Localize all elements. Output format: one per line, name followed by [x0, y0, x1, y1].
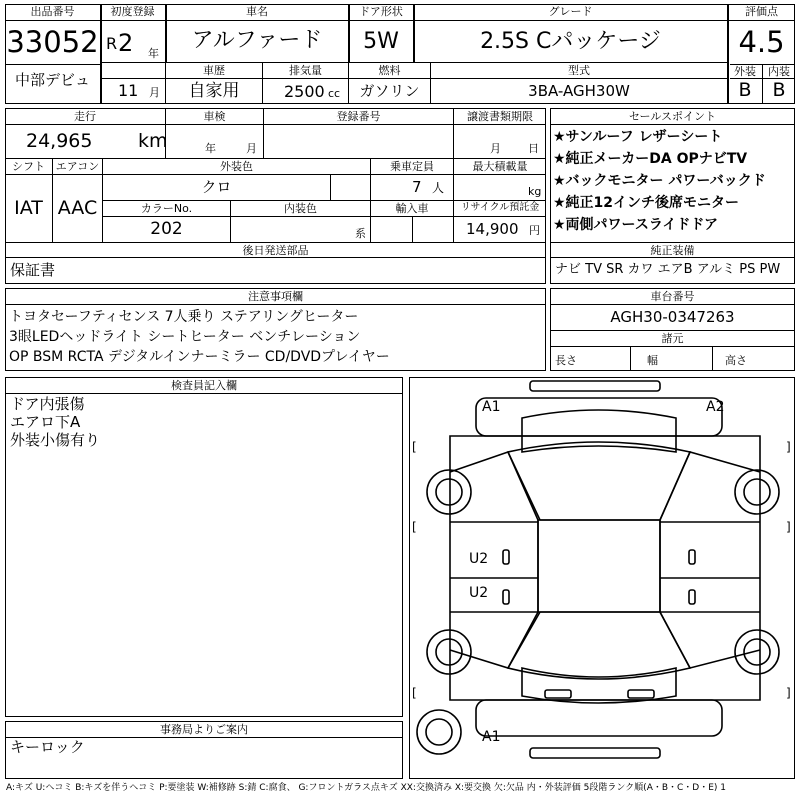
color-no-label: カラーNo.	[140, 202, 193, 215]
debut-label: 中部デビュ	[14, 71, 90, 89]
bracket-mark: [	[412, 686, 417, 700]
damage-mark: A2	[706, 399, 725, 415]
grade-label: グレード	[548, 5, 593, 18]
transfer-day-unit: 日	[528, 142, 539, 155]
interior-grade: B	[772, 79, 786, 101]
notes-line: OP BSM RCTA デジタルインナーミラー CD/DVDプレイヤー	[9, 349, 390, 365]
lot-number: 33052	[6, 25, 99, 59]
inspection-month-unit: 月	[246, 142, 257, 155]
inspector-note: エアロ下A	[10, 413, 81, 431]
ac-value: AAC	[57, 197, 98, 219]
sales-point: ★純正12インチ後席モニター	[553, 195, 740, 211]
capacity-value: 7	[412, 178, 422, 196]
inspector-note: ドア内張傷	[10, 395, 85, 413]
inspection-year-unit: 年	[205, 142, 216, 155]
reg-month: 11	[118, 81, 139, 100]
inspector-title: 検査員記入欄	[171, 379, 237, 392]
month-unit: 月	[149, 86, 160, 99]
recycle-value: 14,900	[466, 220, 519, 238]
recycle-unit: 円	[529, 224, 540, 237]
later-parts-label: 後日発送部品	[242, 244, 309, 257]
bracket-mark: ]	[786, 520, 791, 534]
sales-point: ★サンルーフ レザーシート	[553, 129, 723, 145]
office-value: キーロック	[10, 738, 85, 756]
score-label: 評価点	[745, 5, 778, 18]
chassis-number: AGH30-0347263	[610, 308, 735, 326]
load-unit: kg	[528, 185, 542, 198]
bracket-mark: ]	[786, 686, 791, 700]
bracket-mark: [	[412, 440, 417, 454]
sales-point: ★バックモニター パワーバックド	[553, 173, 766, 189]
damage-mark: A1	[482, 399, 501, 415]
notes-line: 3眼LEDヘッドライト シートヒーター ベンチレーション	[9, 329, 361, 345]
door-value: 5W	[363, 29, 399, 54]
load-label: 最大積載量	[472, 160, 528, 173]
color-label: 外装色	[220, 160, 253, 173]
lot-divider	[5, 64, 100, 65]
displacement-label: 排気量	[289, 64, 322, 77]
interior-color-label: 内装色	[284, 202, 317, 215]
exterior-label: 外装	[734, 65, 756, 78]
history-label: 車歴	[203, 64, 225, 77]
dims-label: 諸元	[661, 332, 684, 345]
equipment-label: 純正装備	[650, 244, 695, 257]
fuel-value: ガソリン	[359, 82, 420, 100]
mileage-value: 24,965	[26, 130, 93, 152]
displacement-unit: cc	[328, 87, 341, 100]
capacity-label: 乗車定員	[390, 160, 434, 173]
chassis-title: 車台番号	[650, 290, 695, 303]
recycle-label: リサイクル預託金	[460, 202, 540, 213]
displacement-value: 2500	[284, 82, 325, 101]
import-label: 輸入車	[395, 202, 429, 215]
equipment-value: ナビ TV SR カワ エアB アルミ PS PW	[555, 262, 781, 277]
capacity-unit: 人	[432, 181, 445, 195]
interior-label: 内装	[768, 65, 790, 78]
bracket-mark: [	[412, 520, 417, 534]
shift-value: IAT	[14, 197, 43, 219]
sales-point: ★純正メーカーDA OPナビTV	[553, 151, 748, 167]
era: R	[106, 34, 118, 53]
transfer-month-unit: 月	[490, 142, 501, 155]
ac-label: エアコン	[55, 160, 100, 173]
score-value: 4.5	[738, 25, 785, 59]
mileage-label: 走行	[74, 110, 96, 123]
transfer-label: 譲渡書類期限	[467, 110, 533, 123]
plate-label: 登録番号	[336, 110, 381, 123]
legend-footer: A:キズ U:ヘコミ B:キズを伴うヘコミ P:要塗装 W:補修跡 S:錆 C:腐食、 G:フロントガラス点キズ XX:交換済み X:要交換 欠:欠品 内・外装評価 5段階ランク順(A・B・C・D・E) 1	[6, 783, 727, 793]
history-value: 自家用	[188, 81, 240, 101]
model-value: 3BA-AGH30W	[528, 82, 630, 100]
car-name: アルファード	[191, 28, 323, 53]
first-reg-label: 初度登録	[110, 5, 155, 18]
sales-point: ★両側パワースライドドア	[553, 217, 719, 233]
inspection-label: 車検	[203, 110, 226, 123]
grade-value: 2.5S Cパッケージ	[480, 29, 661, 54]
notes-title: 注意事項欄	[248, 290, 303, 303]
shift-label: シフト	[12, 160, 45, 173]
header-divider	[5, 20, 795, 21]
row2-divider	[100, 62, 727, 63]
bracket-mark: ]	[786, 440, 791, 454]
door-label: ドア形状	[359, 5, 403, 18]
exterior-grade: B	[738, 79, 752, 101]
vehicle-diagram	[409, 377, 795, 779]
inspector-note: 外装小傷有り	[10, 431, 101, 449]
damage-mark: A1	[482, 729, 501, 745]
damage-mark: U2	[469, 551, 489, 567]
interior-color-unit: 系	[355, 227, 366, 240]
mileage-unit: km	[138, 130, 168, 152]
model-label: 型式	[568, 64, 590, 77]
later-parts-value: 保証書	[10, 261, 56, 279]
office-title: 事務局よりご案内	[160, 723, 248, 736]
reg-year: 2	[118, 29, 134, 57]
sales-points-title: セールスポイント	[628, 110, 716, 123]
lot-label: 出品番号	[30, 5, 75, 18]
damage-mark: U2	[469, 585, 489, 601]
row3-divider	[100, 78, 727, 79]
width-label: 幅	[647, 354, 658, 367]
color-value: クロ	[201, 178, 232, 196]
length-label: 長さ	[555, 354, 577, 367]
height-label: 高さ	[725, 354, 747, 367]
car-name-label: 車名	[246, 5, 268, 18]
fuel-label: 燃料	[378, 64, 401, 77]
color-no-value: 202	[150, 219, 183, 239]
year-unit: 年	[148, 47, 159, 60]
notes-line: トヨタセーフティセンス 7人乗り ステアリングヒーター	[9, 309, 359, 325]
